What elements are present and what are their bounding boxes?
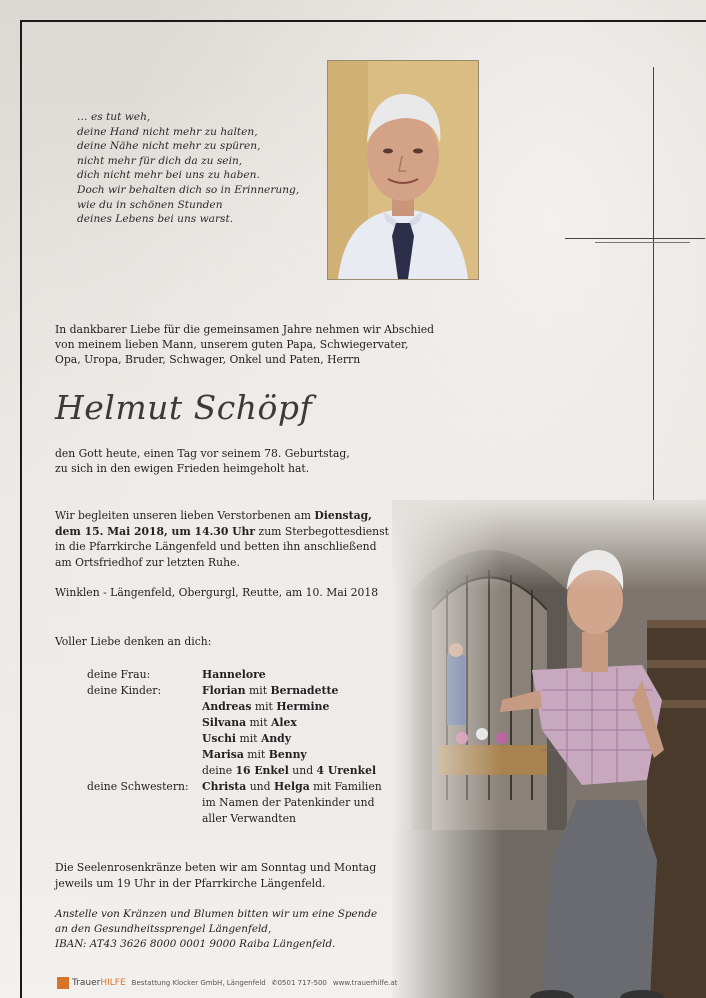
cross-vertical bbox=[653, 67, 654, 507]
poem-line: deine Nähe nicht mehr zu spüren, bbox=[77, 140, 261, 153]
funeral-line-1 bbox=[55, 508, 389, 524]
cross-horizontal-shadow bbox=[595, 242, 690, 243]
trauerhilfe-logo-icon bbox=[57, 977, 69, 989]
portrait-photo bbox=[327, 60, 479, 280]
donation-line: an den Gesundheitssprengel Längenfeld, bbox=[55, 923, 272, 935]
family-count: 4 Urenkel bbox=[316, 764, 377, 777]
family-name: Silvana bbox=[202, 716, 247, 729]
family-conj: mit bbox=[245, 684, 271, 697]
family-name: Benny bbox=[268, 748, 307, 761]
family-child bbox=[202, 700, 329, 713]
family-conj: deine bbox=[202, 764, 236, 777]
rosary-info bbox=[55, 860, 376, 891]
intro-line: Opa, Uropa, Bruder, Schwager, Onkel und Paten, Herrn bbox=[55, 353, 361, 366]
family-name: Florian bbox=[202, 684, 246, 697]
family-count: 16 Enkel bbox=[235, 764, 289, 777]
family-name: Alex bbox=[271, 716, 297, 729]
family-conj: mit bbox=[251, 700, 277, 713]
death-notice bbox=[55, 446, 350, 476]
family-name: Marisa bbox=[202, 748, 244, 761]
funeral-line-4: am Ortsfriedhof zur letzten Ruhe. bbox=[55, 555, 240, 569]
funeral-date: dem 15. Mai 2018, um 14.30 Uhr bbox=[55, 524, 256, 538]
donation-info bbox=[55, 907, 377, 952]
family-name: Hermine bbox=[276, 700, 330, 713]
funeral-text: zum Sterbegottesdienst bbox=[255, 524, 390, 538]
poem bbox=[77, 110, 299, 227]
family-label-children: deine Kinder: bbox=[87, 684, 162, 697]
footer-phone: ✆0501 717-500 bbox=[271, 979, 327, 987]
family-child bbox=[202, 684, 338, 697]
footer-company: Bestattung Klocker GmbH, Längenfeld bbox=[131, 979, 266, 987]
family-relatives: aller Verwandten bbox=[202, 812, 296, 825]
family-conj: und bbox=[246, 780, 274, 793]
funeral-info bbox=[55, 508, 389, 570]
poem-line: wie du in schönen Stunden bbox=[77, 198, 223, 211]
poem-line: deines Lebens bei uns warst. bbox=[77, 213, 234, 226]
intro-text bbox=[55, 322, 434, 367]
family-name: Uschi bbox=[202, 732, 237, 745]
place-date: Winklen - Längenfeld, Obergurgl, Reutte, am 10. Mai 2018 bbox=[55, 586, 379, 599]
funeral-text: Wir begleiten unseren lieben Verstorbenen am bbox=[55, 509, 315, 522]
family-name: Helga bbox=[273, 780, 310, 793]
family-label-sisters: deine Schwestern: bbox=[87, 780, 189, 793]
family-child bbox=[202, 716, 297, 729]
family-name: Bernadette bbox=[270, 684, 339, 697]
mourners-intro: Voller Liebe denken an dich: bbox=[55, 635, 212, 648]
funeral-line-3: in die Pfarrkirche Längenfeld und betten ihn anschließend bbox=[55, 540, 377, 553]
family-name: Christa bbox=[202, 780, 247, 793]
intro-line: von meinem lieben Mann, unserem guten Papa, Schwiegervater, bbox=[55, 338, 409, 351]
poem-line: deine Hand nicht mehr zu halten, bbox=[77, 125, 258, 138]
family-child bbox=[202, 748, 307, 761]
frame-top-line bbox=[20, 20, 706, 22]
deceased-name: Helmut Schöpf bbox=[55, 388, 313, 427]
donation-line: IBAN: AT43 3626 8000 0001 9000 Raiba Längenfeld. bbox=[55, 938, 336, 950]
family-godchildren: im Namen der Patenkinder und bbox=[202, 796, 375, 809]
family-conj: mit bbox=[236, 732, 261, 745]
family-conj: mit bbox=[243, 748, 269, 761]
intro-line: In dankbarer Liebe für die gemeinsamen Jahre nehmen wir Abschied bbox=[55, 323, 435, 336]
family-name: Andreas bbox=[202, 700, 252, 713]
footer-web: www.trauerhilfe.at bbox=[332, 979, 398, 987]
funeral-day: Dienstag, bbox=[314, 509, 372, 522]
frame-left-line bbox=[20, 20, 22, 998]
family-grandchildren bbox=[202, 764, 376, 777]
memorial-photo bbox=[392, 500, 706, 998]
poem-line: Doch wir behalten dich so in Erinnerung, bbox=[77, 183, 300, 196]
family-sisters bbox=[202, 780, 382, 793]
brand-part: Trauer bbox=[72, 978, 101, 988]
poem-line: … es tut weh, bbox=[77, 111, 151, 123]
family-name: Andy bbox=[260, 732, 291, 745]
brand-part: HILFE bbox=[100, 978, 126, 988]
death-line: den Gott heute, einen Tag vor seinem 78. Geburtstag, bbox=[55, 447, 350, 460]
family-label-wife: deine Frau: bbox=[87, 668, 151, 681]
death-line: zu sich in den ewigen Frieden heimgeholt hat. bbox=[55, 462, 310, 475]
footer bbox=[57, 977, 397, 989]
family-child bbox=[202, 732, 291, 745]
family-name: Hannelore bbox=[202, 668, 266, 681]
family-conj: mit Familien bbox=[309, 780, 382, 793]
funeral-line-2 bbox=[55, 524, 389, 540]
poem-line: nicht mehr für dich da zu sein, bbox=[77, 154, 243, 167]
footer-brand bbox=[72, 978, 126, 988]
donation-line: Anstelle von Kränzen und Blumen bitten wir um eine Spende bbox=[55, 908, 378, 920]
family-conj: und bbox=[288, 764, 317, 777]
cross-horizontal bbox=[565, 238, 705, 239]
rosary-line: Die Seelenrosenkränze beten wir am Sonntag und Montag bbox=[55, 861, 377, 874]
family-conj: mit bbox=[246, 716, 272, 729]
poem-line: dich nicht mehr bei uns zu haben. bbox=[77, 169, 260, 182]
family-wife bbox=[202, 668, 266, 681]
rosary-line: jeweils um 19 Uhr in der Pfarrkirche Längenfeld. bbox=[55, 876, 326, 890]
